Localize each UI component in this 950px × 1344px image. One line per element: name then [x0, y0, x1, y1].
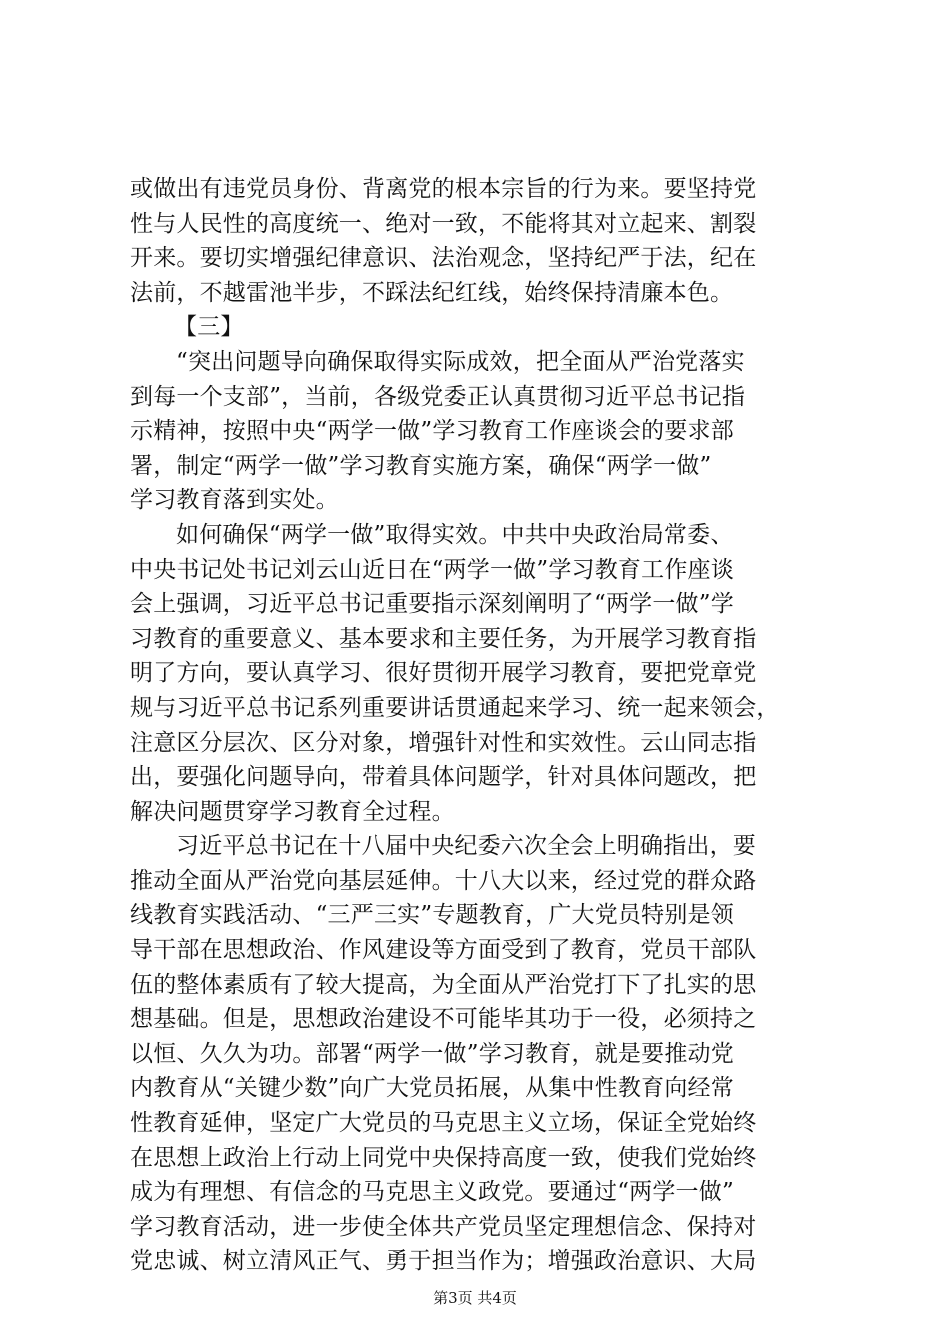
- text-line: 线教育实践活动、“三严三实”专题教育，广大党员特别是领: [130, 902, 734, 929]
- text-line: 规与习近平总书记系列重要讲话贯通起来学习、统一起来领会，: [130, 694, 780, 721]
- text-line: 署，制定“两学一做”学习教育实施方案，确保“两学一做”: [130, 452, 712, 479]
- document-body: [130, 172, 830, 1279]
- text-line: 明了方向，要认真学习、很好贯彻开展学习教育，要把党章党: [130, 660, 757, 687]
- text-line: 想基础。但是，思想政治建设不可能毕其功于一役，必须持之: [130, 1006, 757, 1033]
- text-line: 内教育从“关键少数”向广大党员拓展，从集中性教育向经常: [130, 1075, 734, 1102]
- text-line: 注意区分层次、区分对象，增强针对性和实效性。云山同志指: [130, 729, 757, 756]
- text-line: 出，要强化问题导向，带着具体问题学，针对具体问题改，把: [130, 764, 757, 791]
- text-line: 性教育延伸，坚定广大党员的马克思主义立场，保证全党始终: [130, 1110, 757, 1137]
- section-heading: 【三】: [174, 314, 244, 341]
- text-line: 导干部在思想政治、作风建设等方面受到了教育，党员干部队: [130, 937, 757, 964]
- text-line: 成为有理想、有信念的马克思主义政党。要通过“两学一做”: [130, 1179, 734, 1206]
- text-line: “突出问题导向确保取得实际成效，把全面从严治党落实: [176, 348, 745, 375]
- text-line: 学习教育落到实处。: [130, 487, 339, 514]
- page-number-footer: 第3页 共4页: [433, 1289, 517, 1307]
- text-line: 开来。要切实增强纪律意识、法治观念，坚持纪严于法，纪在: [130, 245, 757, 272]
- text-line: 法前，不越雷池半步，不踩法纪红线，始终保持清廉本色。: [130, 279, 734, 306]
- text-line: 在思想上政治上行动上同党中央保持高度一致，使我们党始终: [130, 1144, 757, 1171]
- text-line: 中央书记处书记刘云山近日在“两学一做”学习教育工作座谈: [130, 556, 734, 583]
- text-line: 或做出有违党员身份、背离党的根本宗旨的行为来。要坚持党: [130, 176, 757, 202]
- text-line: 伍的整体素质有了较大提高，为全面从严治党打下了扎实的思: [130, 971, 757, 998]
- text-line: 党忠诚、树立清风正气、勇于担当作为；增强政治意识、大局: [130, 1248, 757, 1275]
- text-line: 习教育的重要意义、基本要求和主要任务，为开展学习教育指: [130, 625, 757, 652]
- text-line: 如何确保“两学一做”取得实效。中共中央政治局常委、: [176, 521, 734, 548]
- text-line: 解决问题贯穿学习教育全过程。: [130, 798, 455, 825]
- text-line: 性与人民性的高度统一、绝对一致，不能将其对立起来、割裂: [130, 210, 757, 237]
- text-line: 以恒、久久为功。部署“两学一做”学习教育，就是要推动党: [130, 1040, 734, 1067]
- text-line: 推动全面从严治党向基层延伸。十八大以来，经过党的群众路: [130, 867, 757, 894]
- text-line: 到每一个支部”，当前，各级党委正认真贯彻习近平总书记指: [130, 383, 746, 410]
- text-line: 学习教育活动，进一步使全体共产党员坚定理想信念、保持对: [130, 1213, 757, 1240]
- text-line: 习近平总书记在十八届中央纪委六次全会上明确指出，要: [176, 833, 756, 860]
- text-line: 会上强调，习近平总书记重要指示深刻阐明了“两学一做”学: [130, 591, 734, 618]
- text-line: 示精神，按照中央“两学一做”学习教育工作座谈会的要求部: [130, 418, 734, 445]
